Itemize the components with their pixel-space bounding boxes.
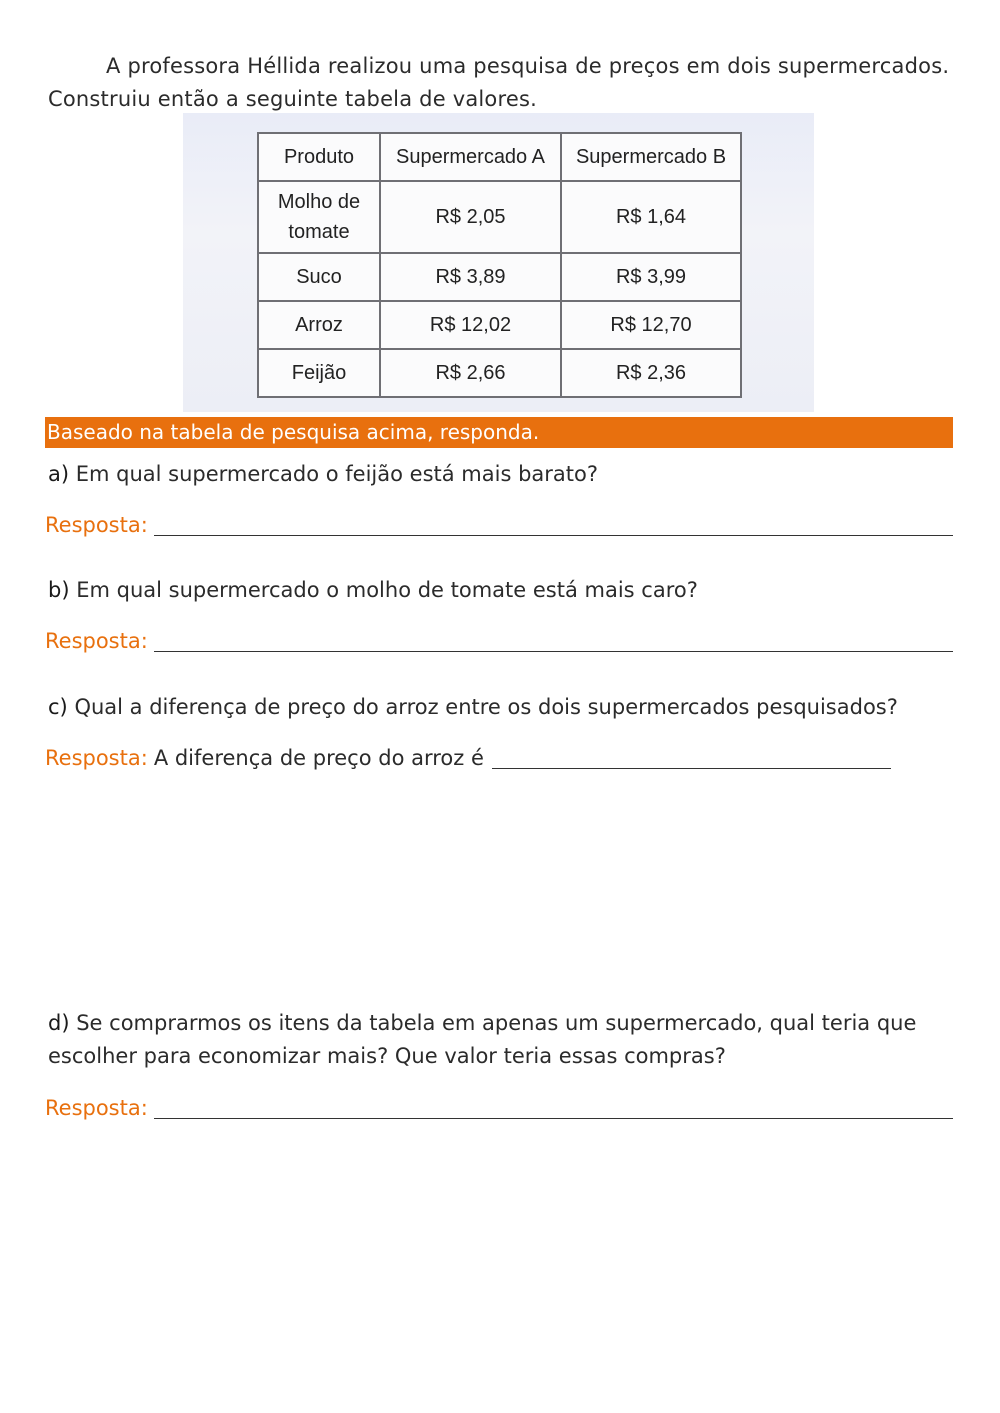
cell-price-a: R$ 12,02 [380, 301, 561, 349]
answer-label: Resposta: [45, 1096, 148, 1120]
answer-label: Resposta: [45, 513, 148, 537]
answer-c [45, 741, 891, 775]
answer-b-blank[interactable] [154, 651, 953, 652]
table-row [258, 253, 741, 301]
cell-product: Molho de tomate [258, 181, 380, 253]
header-produto: Produto [258, 133, 380, 181]
answer-c-prefix: A diferença de preço do arroz é [153, 746, 484, 770]
table-header-row [258, 133, 741, 181]
answer-label: Resposta: [45, 629, 148, 653]
cell-product: Suco [258, 253, 380, 301]
question-text: Em qual supermercado o feijão está mais barato? [75, 462, 598, 486]
table-row [258, 349, 741, 397]
answer-a-blank[interactable] [154, 535, 953, 536]
question-letter: c) [48, 695, 68, 719]
table-row [258, 181, 741, 253]
question-a [48, 458, 953, 491]
intro-text: A professora Héllida realizou uma pesquisa de preços em dois supermercados. Construiu então a seguinte tabela de valores. [48, 54, 950, 111]
question-b [48, 574, 953, 607]
cell-price-b: R$ 2,36 [561, 349, 741, 397]
question-text: Se comprarmos os itens da tabela em apenas um supermercado, qual teria que escolher para economizar mais? Que valor teria essas compras? [48, 1011, 917, 1068]
answer-b [45, 624, 953, 658]
cell-product: Feijão [258, 349, 380, 397]
answer-label: Resposta: [45, 746, 148, 770]
intro-paragraph [48, 50, 953, 116]
cell-price-a: R$ 2,66 [380, 349, 561, 397]
answer-a [45, 508, 953, 542]
question-letter: d) [48, 1011, 70, 1035]
cell-price-a: R$ 3,89 [380, 253, 561, 301]
cell-price-a: R$ 2,05 [380, 181, 561, 253]
cell-price-b: R$ 3,99 [561, 253, 741, 301]
cell-price-b: R$ 12,70 [561, 301, 741, 349]
table-row [258, 301, 741, 349]
price-table-image [183, 113, 814, 412]
cell-price-b: R$ 1,64 [561, 181, 741, 253]
question-d [48, 1007, 953, 1073]
question-text: Qual a diferença de preço do arroz entre os dois supermercados pesquisados? [74, 695, 898, 719]
answer-c-blank[interactable] [492, 768, 891, 769]
instruction-banner: Baseado na tabela de pesquisa acima, responda. [45, 417, 953, 448]
header-supermercado-b: Supermercado B [561, 133, 741, 181]
header-supermercado-a: Supermercado A [380, 133, 561, 181]
question-c [48, 691, 953, 724]
price-table [257, 132, 742, 398]
answer-d-blank[interactable] [154, 1118, 953, 1119]
question-letter: b) [48, 578, 70, 602]
cell-product: Arroz [258, 301, 380, 349]
question-letter: a) [48, 462, 70, 486]
question-text: Em qual supermercado o molho de tomate está mais caro? [76, 578, 698, 602]
answer-d [45, 1091, 953, 1125]
